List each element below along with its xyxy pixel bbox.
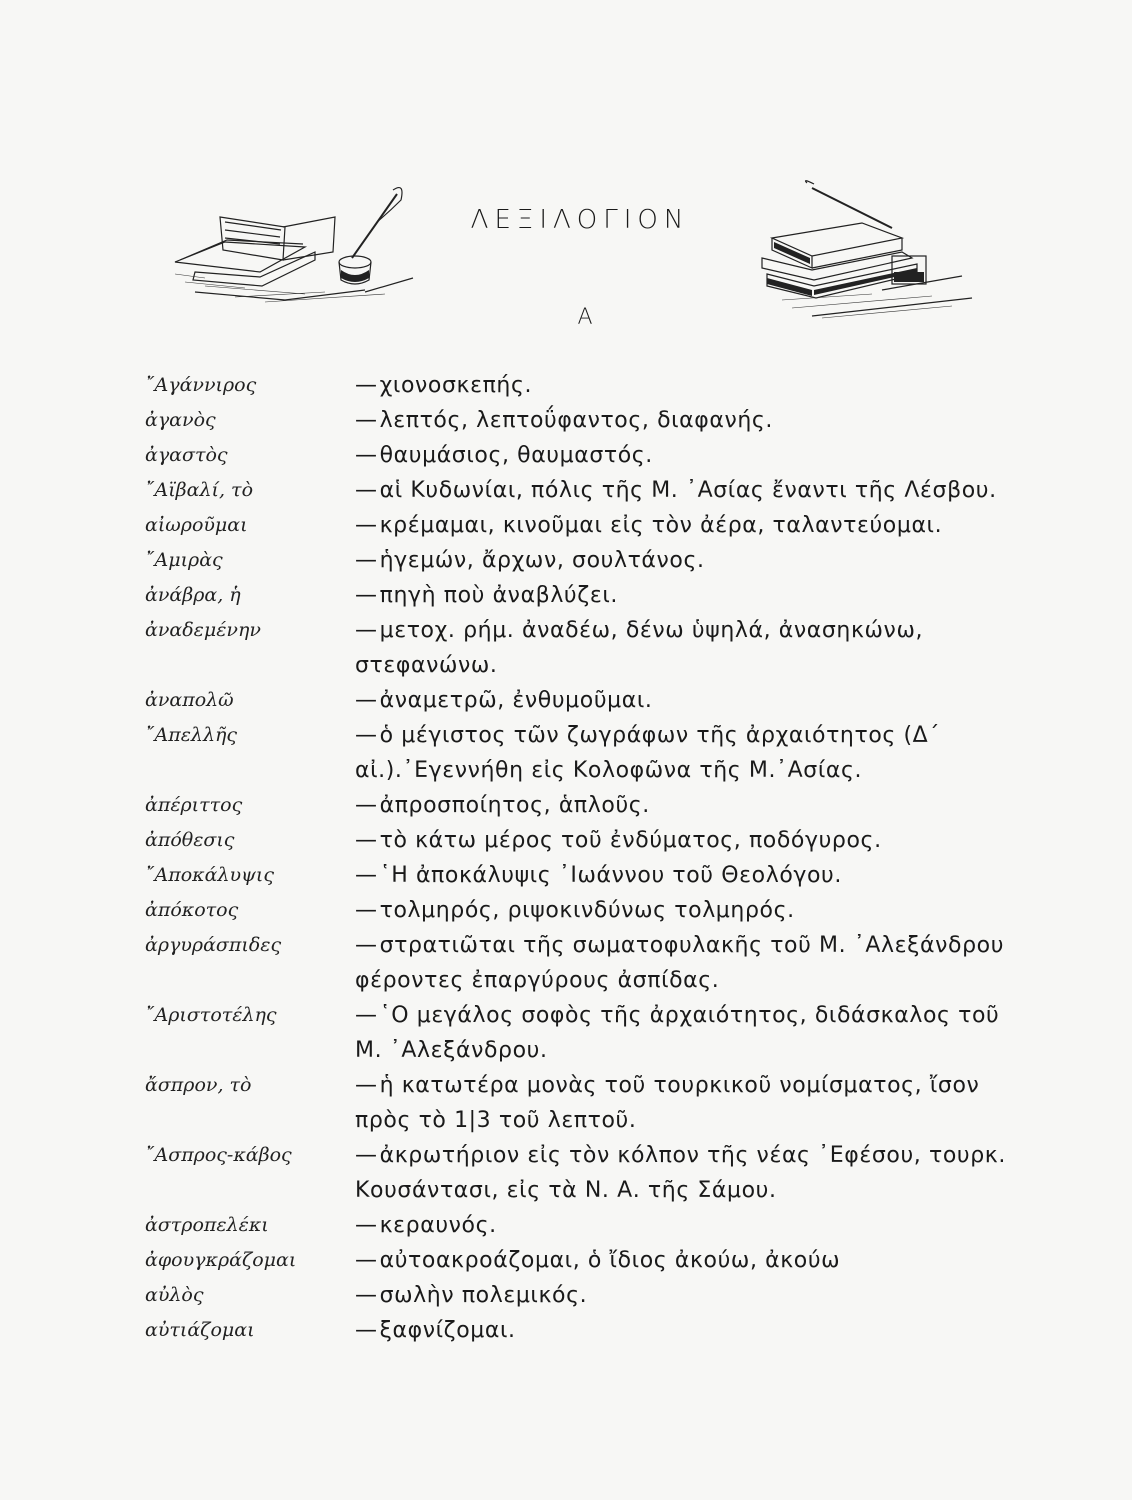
entry-term: ῎Αμιρὰς (145, 549, 223, 571)
entry-definition: —στρατιῶται τῆς σωματοφυλακῆς τοῦ Μ. ᾿Αλεξάνδρου φέροντες ἐπαργύρους ἀσπίδας. (355, 933, 1005, 993)
entry-definition: —ἡγεμών, ἄρχων, σουλτάνος. (355, 548, 705, 573)
entry-definition: —ἀναμετρῶ, ἐνθυμοῦμαι. (355, 688, 653, 713)
glossary-entry (0, 368, 1132, 403)
entry-term: ἀναδεμένην (145, 619, 261, 641)
glossary-entry (0, 893, 1132, 928)
entry-term: ἀργυράσπιδες (145, 934, 282, 956)
entry-term: αἰωροῦμαι (145, 514, 248, 536)
glossary-entry (0, 403, 1132, 438)
entry-term: ἀνάβρα, ἡ (145, 584, 241, 606)
glossary-entry (0, 1243, 1132, 1278)
entry-term: ἀπόκοτος (145, 899, 239, 921)
entry-definition: —κεραυνός. (355, 1213, 497, 1238)
glossary-entry (0, 683, 1132, 718)
entry-term: ἀστροπελέκι (145, 1214, 269, 1236)
glossary-entry (0, 1278, 1132, 1313)
stacked-books-inkwell-icon (752, 178, 977, 328)
entry-definition: —πηγὴ ποὺ ἀναβλύζει. (355, 583, 618, 608)
entry-definition: —λεπτός, λεπτοΰφαντος, διαφανής. (355, 408, 774, 433)
glossary-entry (0, 998, 1132, 1068)
glossary-entry (0, 718, 1132, 788)
entry-definition: —αἱ Κυδωνίαι, πόλις τῆς Μ. ᾿Ασίας ἔναντι τῆς Λέσβου. (355, 478, 997, 503)
entry-term: ἀγανὸς (145, 409, 216, 431)
glossary-list (0, 368, 1132, 1348)
entry-definition: —τὸ κάτω μέρος τοῦ ἐνδύματος, ποδόγυρος. (355, 828, 882, 853)
entry-definition: —ξαφνίζομαι. (355, 1318, 516, 1343)
entry-term: ῎Αριστοτέλης (145, 1004, 277, 1026)
entry-definition: —ἀπροσποίητος, ἁπλοῦς. (355, 793, 650, 818)
entry-definition: —κρέμαμαι, κινοῦμαι εἰς τὸν ἀέρα, ταλαντεύομαι. (355, 513, 943, 538)
glossary-entry (0, 1208, 1132, 1243)
entry-term: ἀφουγκράζομαι (145, 1249, 297, 1271)
entry-term: ἀπόθεσις (145, 829, 235, 851)
section-letter: Α (577, 305, 593, 330)
glossary-entry (0, 823, 1132, 858)
glossary-entry (0, 438, 1132, 473)
entry-term: ῎Αϊβαλί, τὸ (145, 479, 254, 501)
entry-definition: —ἀκρωτήριον εἰς τὸν κόλπον τῆς νέας ᾿Εφέσου, τουρκ. Κουσάντασι, εἰς τὰ Ν. Α. τῆς Σάμου. (355, 1143, 1006, 1203)
glossary-entry (0, 858, 1132, 893)
entry-definition: —ὁ μέγιστος τῶν ζωγράφων τῆς ἀρχαιότητος (Δ΄ αἰ.).᾿Εγεννήθη εἰς Κολοφῶνα τῆς Μ.᾿Ασίας. (355, 723, 940, 783)
entry-term: ῎Αποκάλυψις (145, 864, 275, 886)
entry-term: ἀναπολῶ (145, 689, 234, 711)
entry-term: αὐτιάζομαι (145, 1319, 255, 1341)
glossary-entry (0, 788, 1132, 823)
entry-term: ἄσπρον, τὸ (145, 1074, 252, 1096)
page-title: ΛΕΞΙΛΟΓΙΟΝ (470, 205, 690, 235)
page-header (0, 0, 1132, 360)
entry-term: αὐλὸς (145, 1284, 204, 1306)
entry-definition: —῾Η ἀποκάλυψις ᾿Ιωάννου τοῦ Θεολόγου. (355, 863, 842, 888)
glossary-entry (0, 508, 1132, 543)
glossary-entry (0, 578, 1132, 613)
entry-definition: —χιονοσκεπής. (355, 373, 533, 398)
glossary-entry (0, 1068, 1132, 1138)
entry-definition: —θαυμάσιος, θαυμαστός. (355, 443, 653, 468)
entry-term: ἀπέριττος (145, 794, 243, 816)
entry-term: ῎Απελλῆς (145, 724, 238, 746)
glossary-entry (0, 1138, 1132, 1208)
entry-term: ῎Ασπρος-κάβος (145, 1144, 292, 1166)
entry-definition: —τολμηρός, ριψοκινδύνως τολμηρός. (355, 898, 795, 923)
entry-definition: —σωλὴν πολεμικός. (355, 1283, 588, 1308)
entry-definition: —῾Ο μεγάλος σοφὸς τῆς ἀρχαιότητος, διδάσκαλος τοῦ Μ. ᾿Αλεξάνδρου. (355, 1003, 1000, 1063)
entry-definition: —μετοχ. ρήμ. ἀναδέω, δένω ὑψηλά, ἀνασηκώνω, στεφανώνω. (355, 618, 924, 678)
glossary-entry (0, 473, 1132, 508)
books-inkwell-quill-icon (165, 182, 415, 312)
entry-definition: —αὐτοακροάζομαι, ὁ ἴδιος ἀκούω, ἀκούω (355, 1248, 841, 1273)
glossary-entry (0, 928, 1132, 998)
entry-definition: —ἡ κατωτέρα μονὰς τοῦ τουρκικοῦ νομίσματος, ἴσον πρὸς τὸ 1|3 τοῦ λεπτοῦ. (355, 1073, 980, 1133)
glossary-entry (0, 613, 1132, 683)
glossary-entry (0, 1313, 1132, 1348)
entry-term: ἀγαστὸς (145, 444, 228, 466)
entry-term: ῎Αγάννιρος (145, 374, 257, 396)
glossary-entry (0, 543, 1132, 578)
